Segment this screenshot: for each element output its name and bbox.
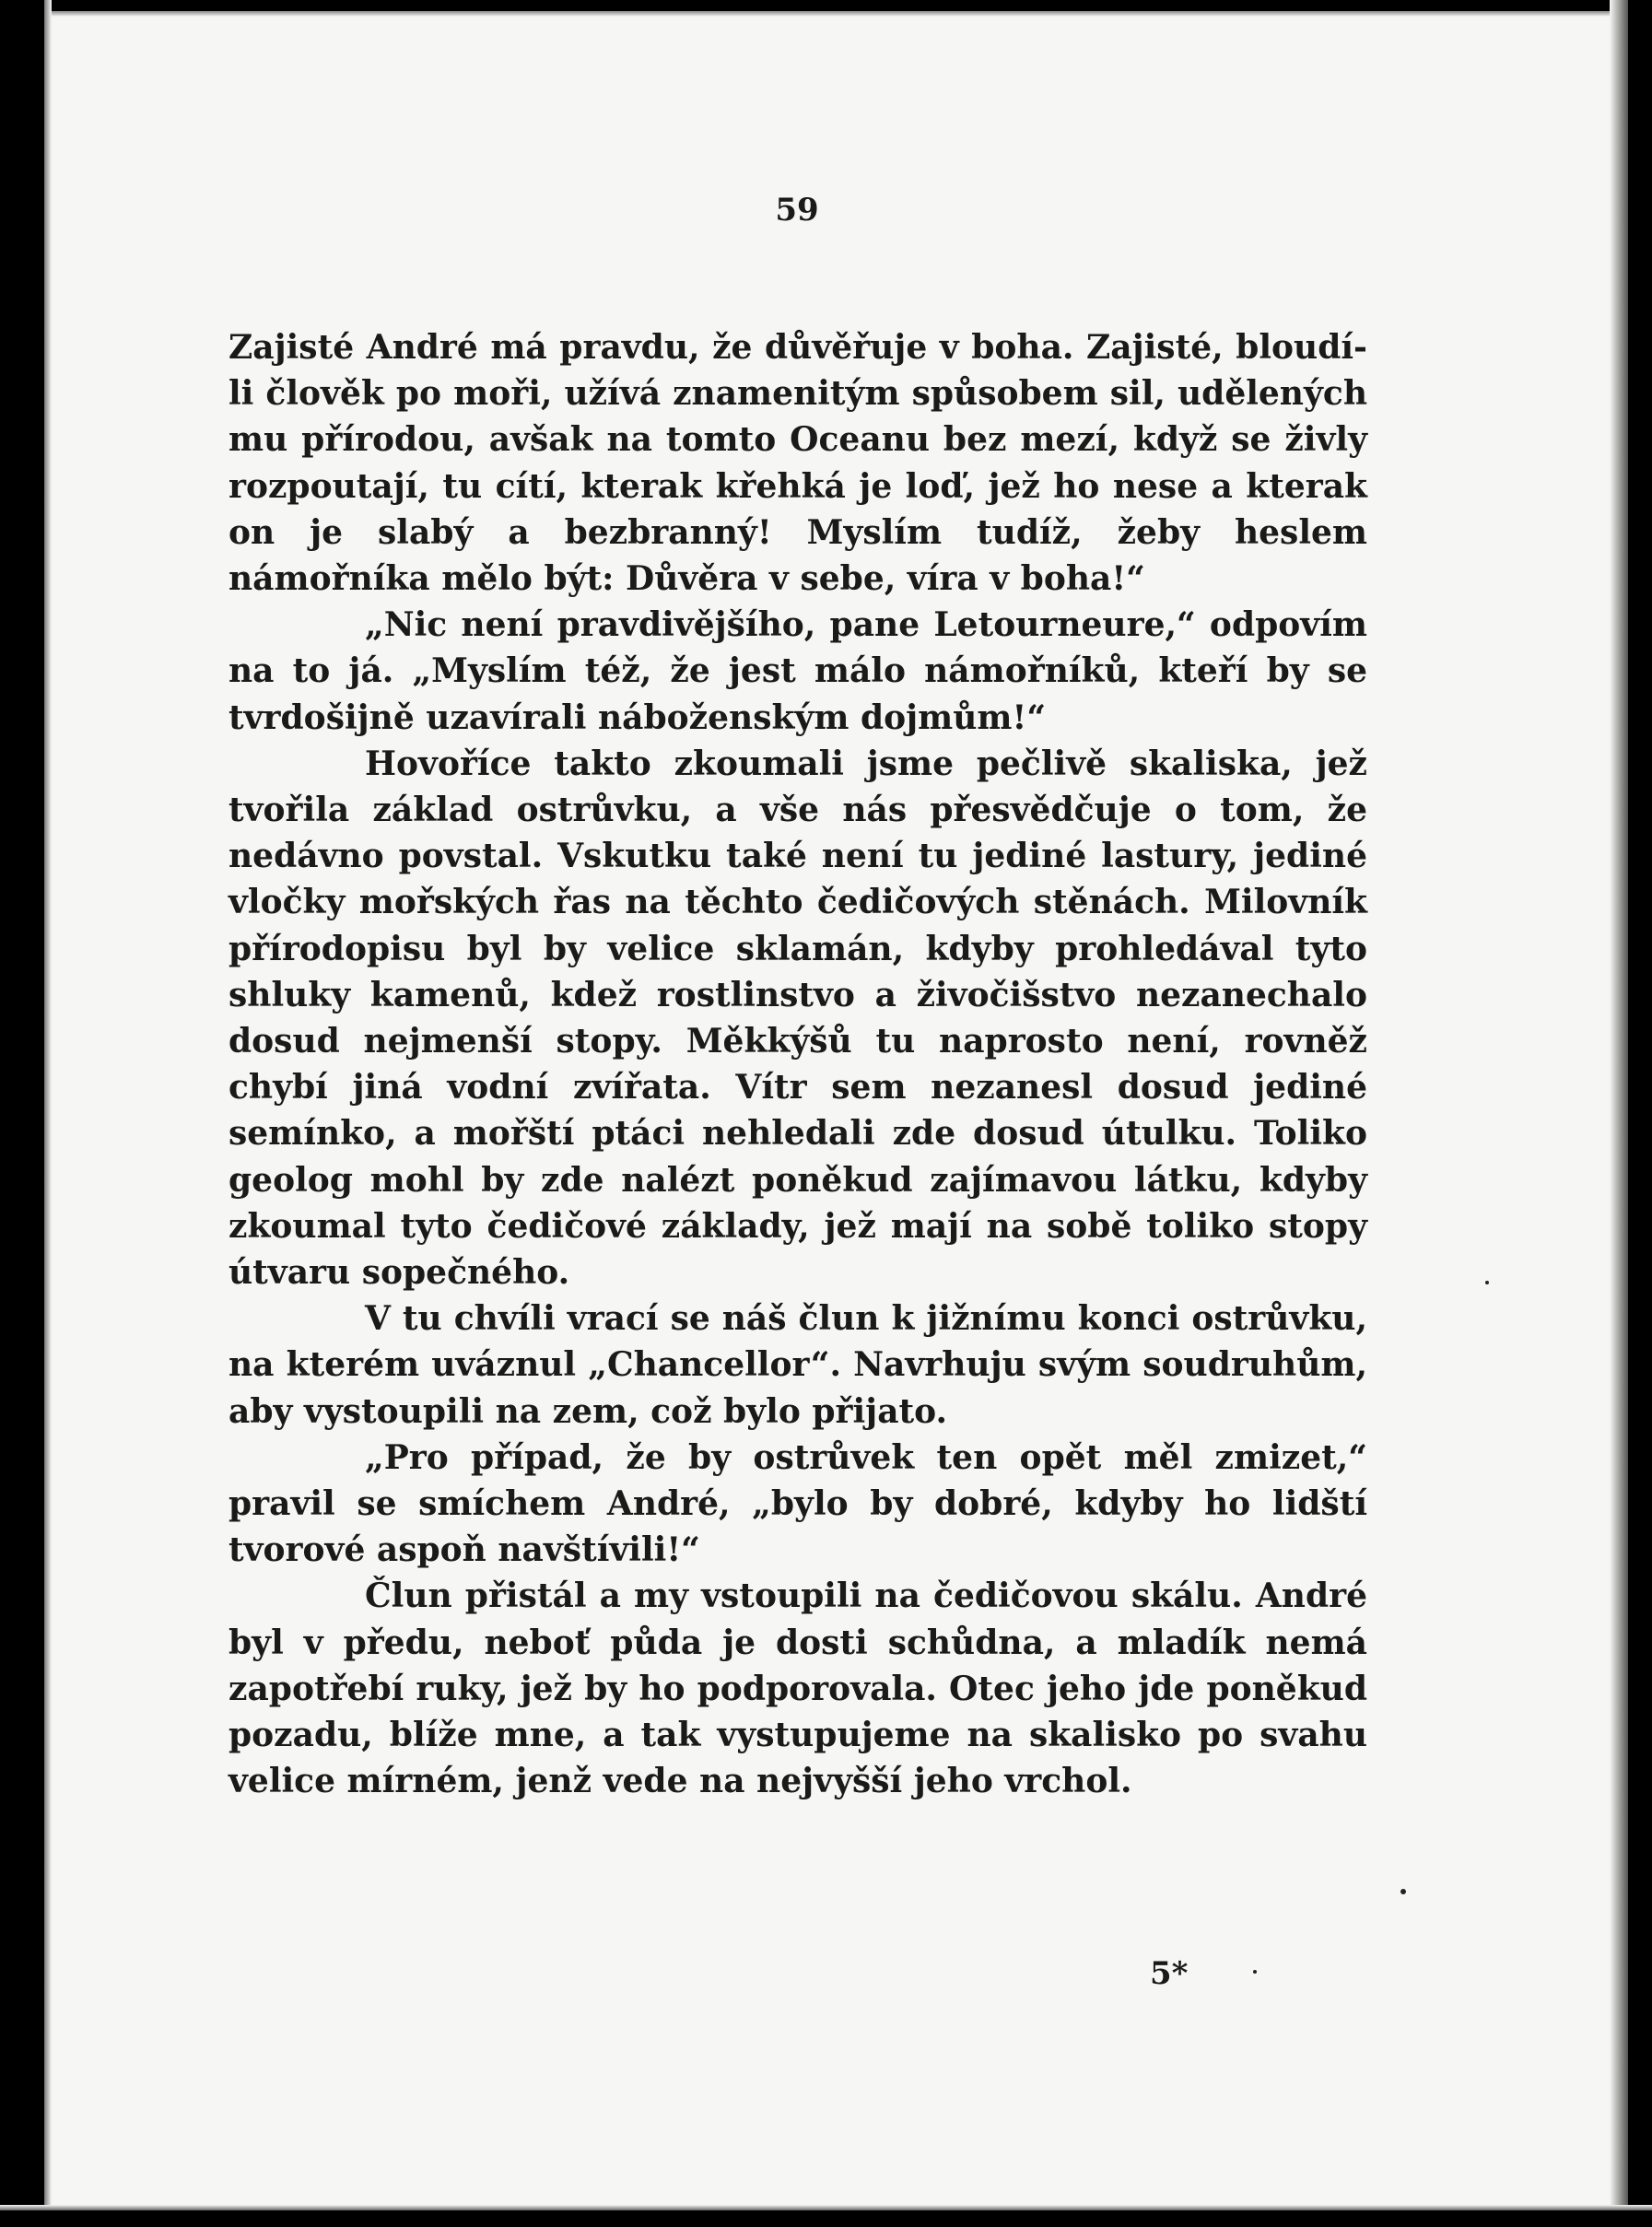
- paragraph: „Pro případ, že by ostrůvek ten opět měl zmizet,“ pravil se smíchem André, „bylo by dobré, kdyby ho lidští tvorové aspoň navštívili!“: [228, 1437, 1367, 1570]
- scan-border-right: [1628, 0, 1652, 2227]
- scan-shadow-bottom: [0, 2205, 1652, 2210]
- dust-speck: [1485, 1281, 1489, 1284]
- page-number: 59: [775, 192, 819, 229]
- dust-speck: [1253, 1970, 1257, 1974]
- signature-mark: 5*: [1150, 1955, 1189, 1992]
- scan-shadow-top: [0, 11, 1652, 17]
- dust-speck: [1400, 1889, 1406, 1894]
- paragraph: Hovoříce takto zkoumali jsme pečlivě skaliska, jež tvořila základ ostrůvku, a vše nás přesvědčuje o tom, že nedávno povstal. Vskutku také není tu jediné lastury, jediné vločky mořských řas na těchto čedičových stěnách. Milovník přírodopisu byl by velice sklamán, kdyby prohledával tyto shluky kamenů, kdež rostlinstvo a živočišstvo nezanechalo dosud nejmenší stopy. Měkkýšů tu naprosto není, rovněž chybí jiná vodní zvířata. Vítr sem nezanesl dosud jediné semínko, a mořští ptáci nehledali zde dosud útulku. Toliko geolog mohl by zde nalézt poněkud zajímavou látku, kdyby zkoumal tyto čedičové základy, jež mají na sobě toliko stopy útvaru sopečného.: [228, 744, 1367, 1293]
- scan-border-bottom: [0, 2210, 1652, 2227]
- scan-border-left: [0, 0, 44, 2227]
- paragraph: Zajisté André má pravdu, že důvěřuje v boha. Zajisté, bloudí-li člověk po moři, užívá znamenitým spůsobem sil, udělených mu přírodou, avšak na tomto Oceanu bez mezí, když se živly rozpoutají, tu cítí, kterak křehká je loď, jež ho nese a kterak on je slabý a bezbranný! Myslím tudíž, žeby heslem námořníka mělo být: Důvěra v sebe, víra v boha!“: [228, 328, 1367, 599]
- body-text: [228, 324, 1367, 1805]
- paragraph: Člun přistál a my vstoupili na čedičovou skálu. André byl v předu, neboť půda je dosti schůdna, a mladík nemá zapotřebí ruky, jež by ho podporovala. Otec jeho jde poněkud pozadu, blíže mne, a tak vystupujeme na skalisko po svahu velice mírném, jenž vede na nejvyšší jeho vrchol.: [228, 1576, 1367, 1801]
- paragraph: V tu chvíli vrací se náš člun k jižnímu konci ostrůvku, na kterém uváznul „Chancellor“. Navrhuju svým soudruhům, aby vystoupili na zem, což bylo přijato.: [228, 1299, 1367, 1431]
- paragraph: „Nic není pravdivějšího, pane Letourneure,“ odpovím na to já. „Myslím též, že jest málo námořníků, kteří by se tvrdošijně uzavírali náboženským dojmům!“: [228, 605, 1367, 737]
- scan-shadow-right: [1610, 0, 1628, 2227]
- scan-shadow-left: [44, 0, 52, 2227]
- scan-border-top: [0, 0, 1652, 11]
